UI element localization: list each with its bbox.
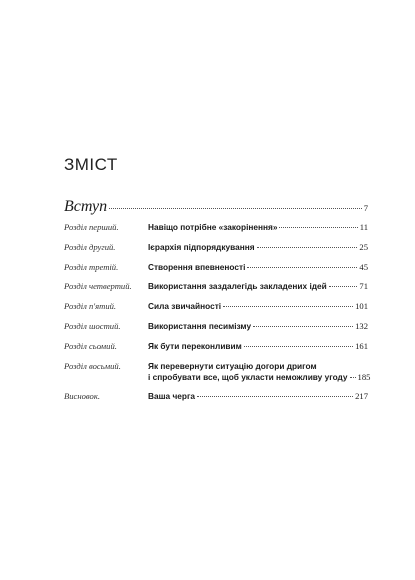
leader-dots	[257, 247, 358, 248]
toc-chapter-title: Використання заздалегідь закладених ідей	[148, 281, 327, 292]
leader-dots	[244, 346, 353, 347]
toc-row	[64, 360, 371, 391]
toc-page-number: 185	[357, 371, 371, 382]
leader-dots	[253, 326, 353, 327]
toc-chapter-title: Ієрархія підпорядкування	[148, 241, 255, 252]
toc-page-number: 25	[359, 241, 368, 252]
toc-row	[64, 321, 368, 341]
toc-chapter-title: Як бути переконливим	[148, 340, 242, 351]
toc-row	[64, 222, 368, 242]
toc-chapter-title: Створення впевненості	[148, 261, 246, 272]
toc-part-label: Розділ п'ятий.	[64, 301, 117, 312]
leader-dots	[109, 208, 362, 209]
leader-dots	[197, 396, 353, 397]
toc-page-number: 217	[355, 390, 368, 401]
toc-page-number: 11	[359, 222, 368, 232]
toc-page-number: 71	[359, 281, 368, 292]
toc-chapter-title-line-1: Як перевернути ситуацію догори дригом	[148, 360, 317, 371]
page-heading: ЗМІСТ	[64, 155, 118, 174]
toc-row	[64, 341, 368, 361]
leader-dots	[223, 306, 353, 307]
toc-page-number: 101	[355, 301, 368, 312]
leader-dots	[329, 286, 358, 287]
toc-chapter-title: Навіщо потрібне «закорінення»	[148, 222, 278, 232]
toc-page-number: 45	[359, 261, 368, 272]
toc-page-number: 132	[355, 320, 368, 331]
toc-chapter-title: Ваша черга	[148, 390, 196, 401]
leader-dots	[279, 227, 357, 228]
leader-dots	[247, 267, 357, 268]
toc-chapter-title-line-2: і спробувати все, щоб укласти неможливу угоду	[148, 371, 348, 382]
table-of-contents	[64, 198, 371, 410]
leader-dots	[350, 377, 356, 378]
toc-part-label: Розділ другий.	[64, 241, 116, 252]
toc-part-label: Розділ шостий.	[64, 320, 121, 331]
toc-part-label: Розділ сьомий.	[64, 340, 117, 351]
toc-part-label: Розділ восьмий.	[64, 360, 121, 371]
toc-part-label: Розділ третій.	[64, 261, 119, 272]
toc-chapter-title: Використання песимізму	[148, 320, 252, 331]
toc-row	[64, 281, 368, 301]
toc-chapter-title: Сила звичайності	[148, 301, 222, 312]
toc-intro-row	[64, 198, 368, 215]
toc-row	[64, 262, 368, 282]
toc-page-number: 161	[355, 340, 368, 351]
toc-row	[64, 391, 368, 411]
toc-intro-label: Вступ	[64, 198, 108, 215]
toc-row	[64, 242, 368, 262]
toc-part-label: Розділ перший.	[64, 222, 119, 232]
toc-part-label: Розділ четвертий.	[64, 281, 132, 292]
toc-page-number: 7	[363, 203, 368, 213]
toc-part-label: Висновок.	[64, 390, 101, 401]
toc-row	[64, 301, 368, 321]
